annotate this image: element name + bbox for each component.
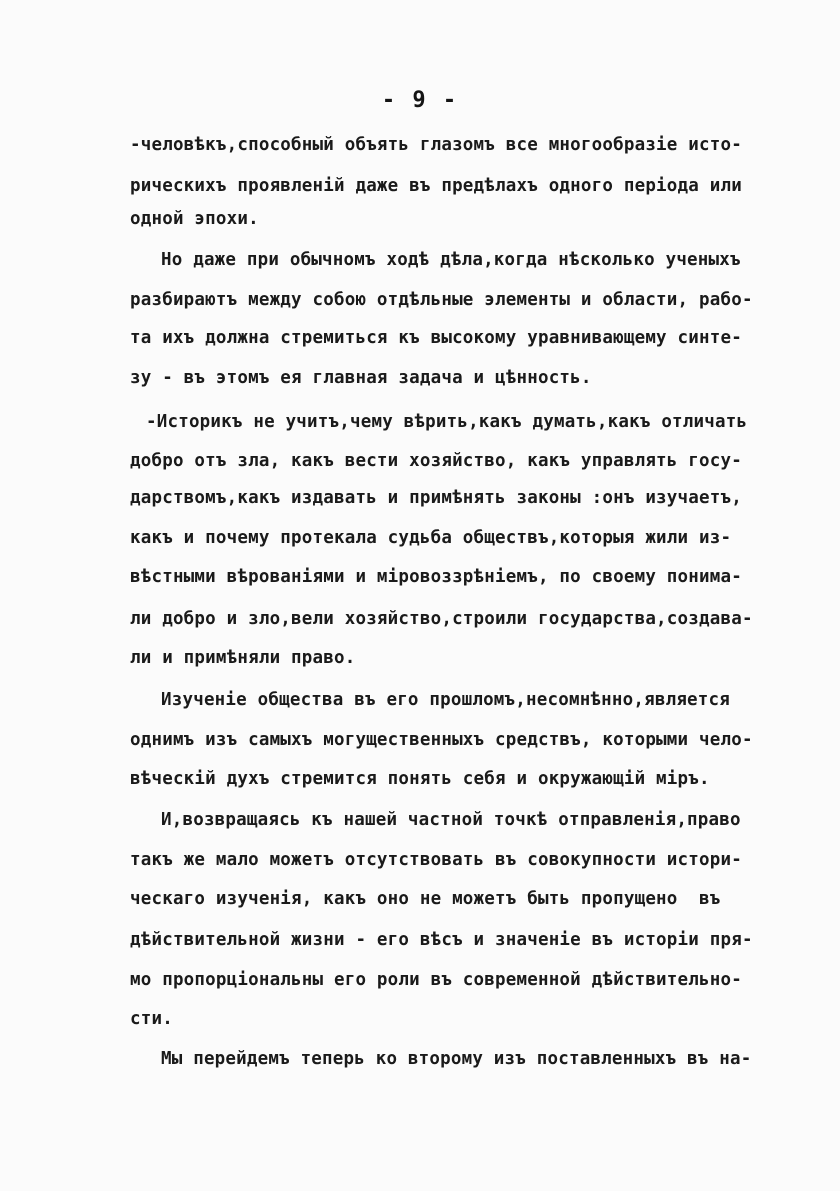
text-line: И,возвращаясь къ нашей частной точкѣ отправленія,право (161, 810, 741, 830)
text-line: -человѣкъ,способный объять глазомъ все многообразіе исто- (130, 135, 742, 155)
text-line: одной эпохи. (130, 209, 259, 229)
text-line: добро отъ зла, какъ вести хозяйство, какъ управлять госу- (130, 451, 742, 471)
text-line: ли добро и зло,вели хозяйство,строили государства,создава- (130, 609, 753, 629)
text-line: -Историкъ не учитъ,чему вѣрить,какъ думать,какъ отличать (146, 412, 748, 432)
text-line: дѣйствительной жизни - его вѣсъ и значеніе въ исторіи пря- (130, 930, 753, 950)
text-line: вѣстными вѣрованіями и міровоззрѣніемъ, по своему понима- (130, 567, 742, 587)
text-line: вѣческій духъ стремится понять себя и окружающій міръ. (130, 769, 710, 789)
text-line: сти. (130, 1009, 173, 1029)
text-line: та ихъ должна стремиться къ высокому уравнивающему синте- (130, 328, 742, 348)
text-line: мо пропорціональны его роли въ современной дѣйствительно- (130, 970, 742, 990)
text-line: Мы перейдемъ теперь ко второму изъ поставленныхъ въ на- (161, 1049, 752, 1069)
text-line: разбираютъ между собою отдѣльные элементы и области, рабо- (130, 290, 753, 310)
text-line: ческаго изученія, какъ оно не можетъ быть пропущено въ (130, 889, 721, 909)
text-line: Но даже при обычномъ ходѣ дѣла,когда нѣсколько ученыхъ (161, 250, 741, 270)
text-line: однимъ изъ самыхъ могущественныхъ средствъ, которыми чело- (130, 730, 753, 750)
text-line: рическихъ проявленій даже въ предѣлахъ одного періода или (130, 176, 742, 196)
text-line: ли и примѣняли право. (130, 648, 356, 668)
text-line: Изученіе общества въ его прошломъ,несомнѣнно,является (161, 690, 731, 710)
text-line: дарствомъ,какъ издавать и примѣнять законы :онъ изучаетъ, (130, 488, 742, 508)
text-line: зу - въ этомъ ея главная задача и цѣнность. (130, 368, 592, 388)
page-number: - 9 - (381, 88, 459, 113)
text-line: какъ и почему протекала судьба обществъ,которыя жили из- (130, 528, 732, 548)
text-line: такъ же мало можетъ отсутствовать въ совокупности истори- (130, 850, 742, 870)
